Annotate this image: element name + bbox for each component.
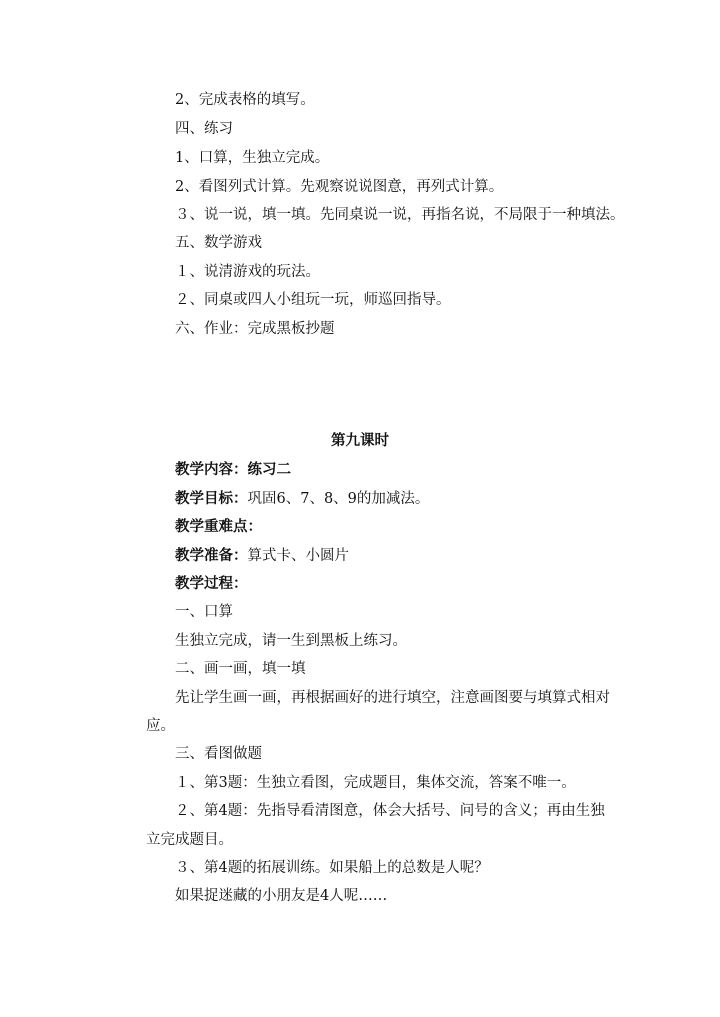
content-value: 练习二	[247, 461, 291, 478]
prep-value: 算式卡、小圆片	[247, 548, 349, 564]
item-game-rules: １、说清游戏的玩法。	[175, 264, 320, 280]
section-practice: 四、练习	[175, 121, 233, 137]
teaching-difficulty: 教学重难点：	[175, 518, 262, 535]
prep-label: 教学准备：	[175, 547, 248, 564]
goal-value: 巩固6、7、8、9的加减法。	[247, 491, 430, 507]
step-draw-detail-cont: 应。	[146, 718, 175, 734]
item-say-fill: ３、说一说，填一填。先同桌说一说，再指名说，不局限于一种填法。	[175, 207, 625, 223]
section-math-game: 五、数学游戏	[175, 235, 262, 251]
teaching-goal	[175, 489, 429, 509]
step-problem-4-cont: 立完成题目。	[146, 832, 233, 848]
step-oral-detail: 生独立完成，请一生到黑板上练习。	[175, 633, 407, 649]
step-problem-3: １、第3题：生独立看图，完成题目，集体交流，答案不唯一。	[175, 775, 576, 791]
item-oral-calc: 1、口算，生独立完成。	[175, 150, 330, 166]
item-picture-calc: 2、看图列式计算。先观察说说图意，再列式计算。	[175, 179, 504, 195]
step-picture-problems: 三、看图做题	[175, 746, 262, 762]
teaching-process: 教学过程：	[175, 575, 248, 592]
step-extension: ３、第4题的拓展训练。如果船上的总数是人呢？	[175, 860, 489, 876]
lesson-title: 第九课时	[331, 432, 389, 449]
teaching-prep	[175, 546, 349, 566]
content-label: 教学内容：	[175, 461, 248, 478]
step-draw-fill: 二、画一画，填一填	[175, 661, 306, 677]
step-oral: 一、口算	[175, 604, 233, 620]
step-extension-question: 如果捉迷藏的小朋友是4人呢……	[175, 888, 388, 904]
item-fill-table: 2、完成表格的填写。	[175, 92, 315, 108]
step-problem-4: ２、第4题：先指导看清图意，体会大括号、问号的含义；再由生独	[175, 803, 605, 819]
teaching-content	[175, 460, 291, 480]
goal-label: 教学目标：	[175, 490, 248, 507]
step-draw-detail: 先让学生画一画，再根据画好的进行填空，注意画图要与填算式相对	[175, 690, 610, 706]
item-group-play: ２、同桌或四人小组玩一玩，师巡回指导。	[175, 292, 451, 308]
section-homework: 六、作业：完成黑板抄题	[175, 321, 335, 337]
